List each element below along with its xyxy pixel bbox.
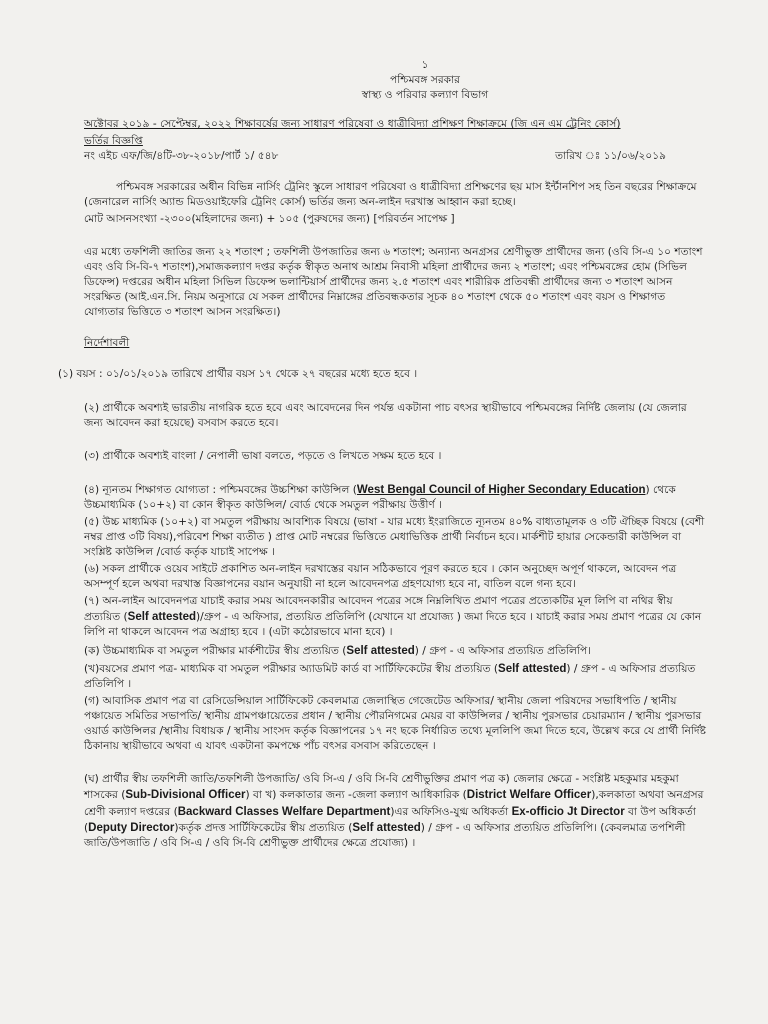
caste-text-d: )এর অফিসিও-যুগ্ম অধিকর্তা	[390, 805, 512, 818]
page-number: ১	[421, 59, 429, 71]
documents-text-a: (৭) অন-লাইন আবেদনপত্র যাচাই করার সময় আবেদনকারীর আবেদন পত্রের সঙ্গে নিম্নলিখিত প্রমাণ পত্রের প্রত্যেকটির মূল লিপি বা নথির স্বীয় প্রত্যয়িত (	[84, 595, 673, 624]
age-proof-text-a: (খ)বয়সের প্রমাণ পত্র- মাধ্যমিক বা সমতুল পরীক্ষার অ্যাডমিট কার্ড বা সার্টিফিকেটের স্বীয় প্রত্যয়িত (	[84, 662, 499, 675]
doc-caste-certificate	[84, 772, 706, 851]
age-proof-self-attested: Self attested	[498, 662, 567, 675]
caste-text-b: ) বা খ) কলকাতার জন্য -জেলা কল্যাণ আধিকারিক (	[245, 789, 467, 802]
caste-self-attested: Self attested	[352, 822, 421, 834]
caste-text-a: (ঘ) প্রার্থীর স্বীয় তফশিলী জাতি/তফশিলী উপজাতি/ ওবি সি-এ / ওবি সি-বি শ্রেণীভুক্তির প্রমাণ পত্র ক) জেলার ক্ষেত্রে - সংশ্লিষ্ট মহকুমার মহকুমা শাসকের (	[84, 773, 679, 802]
memo-date: তারিখ ঃ ১১/০৬/২০১৯	[555, 150, 666, 163]
caste-deputy-director: Deputy Director	[88, 822, 175, 834]
qualification-council-name: West Bengal Council of Higher Secondary Education	[356, 483, 646, 496]
government-name: পশ্চিমবঙ্গ সরকার	[390, 74, 460, 87]
instruction-age: (১) বয়স : ০১/০১/২০১৯ তারিখে প্রার্থীর বয়স ১৭ থেকে ২৭ বছরের মধ্যে হতে হবে ।	[58, 368, 418, 381]
caste-jt-director: Ex-officio Jt Director	[511, 805, 625, 818]
qualification-text-b: ) থেকে উচ্চমাধ্যমিক (১০+২) বা কোন স্বীকৃত কাউন্সিল/ বোর্ড থেকে সমতুল পরীক্ষায় উত্তীর্ণ ।	[84, 483, 676, 511]
caste-sdo: Sub-Divisional Officer	[125, 789, 246, 802]
reservation-paragraph: এর মধ্যে তফশিলী জাতির জন্য ২২ শতাংশ ; তফশিলী উপজাতির জন্য ৬ শতাংশ; অন্যান্য অনগ্রসর শ্রেণীভুক্ত প্রার্থীদের জন্য (ওবি সি-এ ১০ শতাংশ এবং ওবি সি-বি-৭ শতাংশ),সমাজকল্যাণ দপ্তর কর্তৃক স্বীকৃত অনাথ আশ্রম নিবাসী মহিলা প্রার্থীদের জন্য ২ শতাংশ; এবং পশ্চিমবঙ্গের হোম (সিভিল ডিফেন্স) দপ্তরের অধীন মহিলা সিভিল ডিফেন্স ভলান্টিয়ার্স প্রার্থীদের জন্য ২.৫ শতাংশ এবং শারীরিক প্রতিবন্ধী প্রার্থীদের জন্য ৩ শতাংশ আসন সংরক্ষিত (আই.এন.সি. নিয়ম অনুসারে যে সকল প্রার্থীদের নিম্নাঙ্গের প্রতিবন্ধকতার সূচক ৪০ শতাংশ থেকে ৫০ শতাংশ এবং বয়স ও শিক্ষাগত যোগ্যতার ভিত্তিতে ৩ শতাংশ আসন সংরক্ষিত।)	[84, 246, 703, 319]
caste-text-e: বা উপ অধিকর্তা (	[84, 805, 696, 834]
age-proof-text-b: ) / গ্রুপ - এ অফিসার প্রত্যয়িত প্রতিলিপি ।	[84, 662, 696, 691]
instruction-marks: (৫) উচ্চ মাধ্যমিক (১০+২) বা সমতুল পরীক্ষায় আবশ্যিক বিষয়ে (ভাষা - যার মধ্যে ইংরাজিতে ন্যূনতম ৪০% বাধ্যতামূলক ও ৩টি ঐচ্ছিক বিষয়ে (বেশী নম্বর প্রাপ্ত ৩টি বিষয়),পরিবেশ শিক্ষা ব্যতীত ) প্রাপ্ত মোট নম্বরের ভিত্তিতে মেধাভিত্তিক প্রার্থী নির্বাচন হবে। মার্কশীট হায়ার সেকেন্ডারী কাউন্সিল বা সংশ্লিষ্ট কাউন্সিল /বোর্ড কর্তৃক যাচাই সাপেক্ষ ।	[84, 515, 705, 559]
notice-title: অক্টোবর ২০১৯ - সেপ্টেম্বর, ২০২২ শিক্ষাবর্ষের জন্য সাধারণ পরিষেবা ও ধাত্রীবিদ্যা প্রশিক্ষণ শিক্ষাক্রমে (জি এন এম ট্রেনিং কোর্স)	[84, 118, 621, 131]
instruction-language: (৩) প্রার্থীকে অবশ্যই বাংলা / নেপালী ভাষা বলতে, পড়তে ও লিখতে সক্ষম হতে হবে ।	[84, 449, 442, 462]
qualification-text-a: (৪) ন্যূনতম শিক্ষাগত যোগ্যতা : পশ্চিমবঙ্গের উচ্চশিক্ষা কাউন্সিল (	[84, 483, 357, 496]
marksheet-self-attested: Self attested	[346, 644, 415, 657]
caste-dwo: District Welfare Officer	[466, 789, 592, 802]
instruction-documents	[84, 594, 706, 640]
caste-text-g: ) / গ্রুপ - এ অফিসার প্রত্যয়িত প্রতিলিপি। (কেবলমাত্র তপশিলী জাতি/উপজাতি / ওবি সি-এ / ওবি সি-বি শ্রেণীভুক্ত প্রার্থীদের ক্ষেত্রে প্রযোজ্য) ।	[84, 822, 686, 850]
total-seats: মোট আসনসংখ্যা -২৩০০(মহিলাদের জন্য) + ১০৫ (পুরুষদের জন্য) [পরিবর্তন সাপেক্ষ ]	[84, 213, 455, 226]
memo-number: নং এইচ এফ/জি/৪টি-৩৮-২০১৮/পার্ট ১/ ৫৪৮	[84, 150, 279, 163]
admission-notice-label: ভর্তির বিজ্ঞপ্তি	[84, 135, 143, 148]
notice-subtitle	[84, 134, 278, 164]
documents-self-attested: Self attested	[127, 611, 197, 624]
intro-paragraph: পশ্চিমবঙ্গ সরকারের অধীন বিভিন্ন নার্সিং ট্রেনিং স্কুলে সাধারণ পরিষেবা ও ধাত্রীবিদ্যা প্রশিক্ষণের ছয় মাস ইর্ন্টানশিপ সহ তিন বছরের শিক্ষাক্রমে (জেনারেল নার্সিং অ্যান্ড মিডওয়াইফেরি ট্রেনিং কোর্স) ভর্তির জন্য অন-লাইন দরখাস্ত আহ্বান করা হচ্ছে।	[84, 181, 697, 209]
doc-age-proof	[84, 661, 706, 692]
doc-residential: (গ) আবাসিক প্রমাণ পত্র বা রেসিডেন্সিয়াল সার্টিফিকেট কেবলমাত্র জেলাস্থিত গেজেটেড অফিসার/ স্থানীয় জেলা পরিষদের সভাধিপতি / স্থানীয় পঞ্চায়েত সমিতির সভাপতি/ স্থানীয় গ্রামপঞ্চায়েতের প্রধান / স্থানীয় পৌরনিগমের মেয়র বা কাউন্সিলর / স্থানীয় পুরসভার চেয়ারম্যান / স্থানীয় পুরসভার ওয়ার্ড কাউন্সিলর /স্থানীয় বিধায়ক / স্থানীয় সাংসদ কর্তৃক বিজ্ঞাপনের ১৭ নং ছকে নির্ধারিত তথ্যে মূললিপি জমা দিতে হবে, উল্লেখ করে যে প্রার্থী নির্দিষ্ট ঠিকানায় স্থায়ীভাবে অথবা এ যাবৎ একটানা কমপক্ষে পাঁচ বৎসর বসবাস করিতেছেন ।	[84, 695, 706, 753]
caste-text-f: )কর্তৃক প্রদত্ত সার্টিফিকেটের স্বীয় প্রত্যয়িত (	[174, 822, 353, 834]
marksheet-text-b: ) / গ্রুপ - এ অফিসার প্রত্যয়িত প্রতিলিপি।	[414, 644, 591, 657]
instructions-title: নির্দেশাবলী	[84, 337, 130, 350]
memo-row	[84, 134, 706, 164]
caste-text-c: ),কলকাতা অথবা অনগ্রসর শ্রেণী কল্যাণ দপ্তরের (	[84, 789, 704, 818]
marksheet-text-a: (ক) উচ্চমাধ্যমিক বা সমতুল পরীক্ষার মার্কশীটের স্বীয় প্রত্যয়িত (	[84, 644, 347, 657]
instruction-citizenship: (২) প্রার্থীকে অবশ্যই ভারতীয় নাগরিক হতে হবে এবং আবেদনের দিন পর্যন্ত একটানা পাচ বৎসর স্থায়ীভাবে পশ্চিমবঙ্গের নির্দিষ্ট জেলায় (যে জেলার জন্য আবেদন করা হয়েছে) বসবাস করতে হবে।	[84, 401, 687, 429]
instruction-online-form: (৬) সকল প্রার্থীকে ওয়েব সাইটে প্রকাশিত অন-লাইন দরখাস্তের বয়ান সঠিকভাবে পূরণ করতে হবে । কোন অনুচ্ছেদ অপূর্ণ থাকলে, আবেদন পত্র অসম্পূর্ণ হলে অথবা দরখাস্ত বিজ্ঞাপনের বয়ান অনুযায়ী না হলে আবেদনপত্র গ্রহণযোগ্য হবে না, বাতিল বলে গন্য হবে।	[84, 563, 677, 591]
doc-marksheet	[84, 643, 706, 659]
department-name: স্বাস্থ্য ও পরিবার কল্যাণ বিভাগ	[361, 89, 489, 102]
caste-bcw-dept: Backward Classes Welfare Department	[177, 805, 391, 818]
instruction-qualification	[84, 482, 706, 513]
documents-text-b: )/গ্রুপ - এ অফিসার, প্রত্যয়িত প্রতিলিপি (যেখানে যা প্রযোজ্য ) জমা দিতে হবে । যাচাই করার সময় প্রমাণ পত্রের যে কোন লিপি না থাকলে আবেদন পত্র অগ্রাহ্য হবে । (এটা কঠোরভাবে মানা হবে) ।	[84, 611, 702, 639]
